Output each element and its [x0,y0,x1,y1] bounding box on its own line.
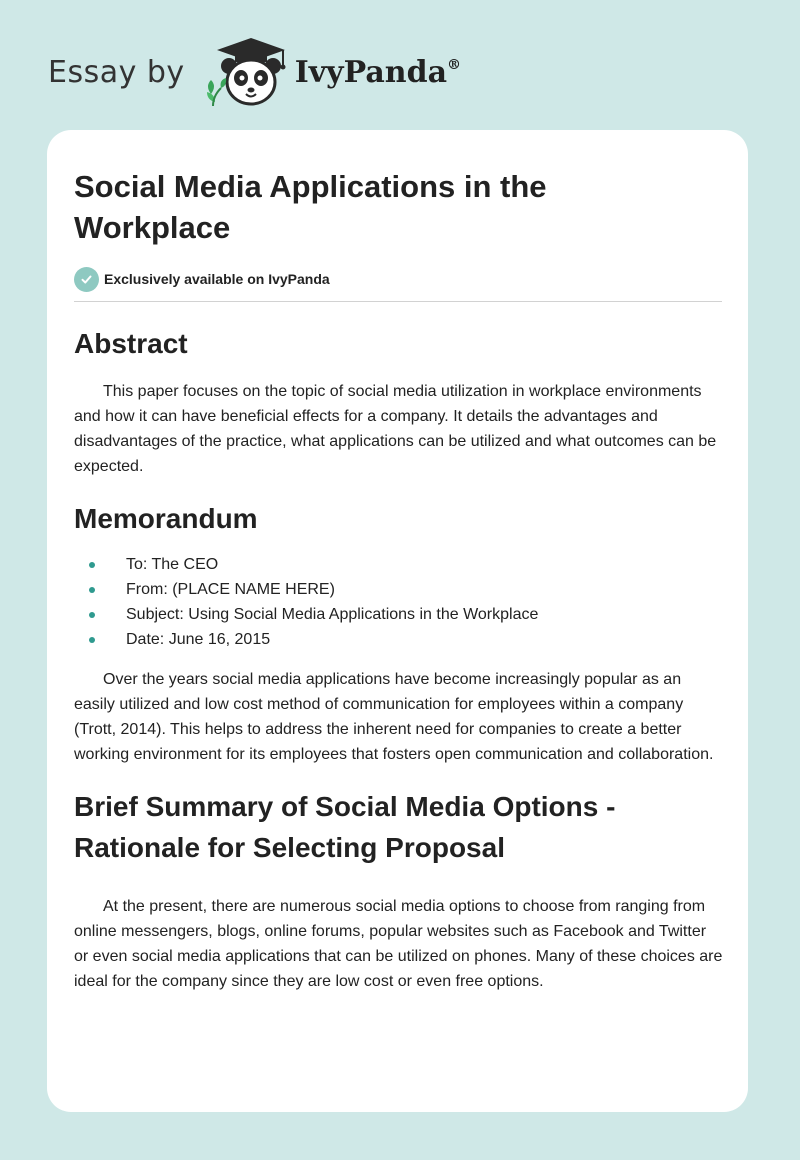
list-item: From: (PLACE NAME HERE) [74,577,722,602]
abstract-heading: Abstract [74,328,188,359]
list-item: To: The CEO [74,552,722,577]
list-item: Subject: Using Social Media Applications in the Workplace [74,602,722,627]
bullet-icon [89,637,95,643]
bullet-icon [89,562,95,568]
memorandum-paragraph: Over the years social media applications have become increasingly popular as an easily utilized and low cost method of communication for employees within a company (Trott, 2014). This helps to address the inherent need for companies to create a better working environment for its employees that fosters open communication and collaboration. [74,671,714,763]
title-divider [74,301,722,302]
abstract-paragraph: This paper focuses on the topic of social media utilization in workplace environments and how it can have beneficial effects for a company. It details the advantages and disadvantages of the practice, what applications can be utilized and what outcomes can be expected. [74,383,717,475]
check-icon [74,267,99,292]
bullet-icon [89,587,95,593]
essay-card [47,130,748,1112]
essay-by-label: Essay by [48,54,185,90]
brand-logo-text: IvyPanda® [294,54,462,90]
exclusive-badge [74,266,722,292]
site-header [48,36,461,108]
memorandum-heading: Memorandum [74,503,258,534]
bullet-icon [89,612,95,618]
summary-paragraph: At the present, there are numerous social media options to choose from ranging from online messengers, blogs, online forums, popular websites such as Facebook and Twitter or even social media applications that can be utilized on phones. Many of these choices are ideal for the company since they are low cost or even free options. [74,898,723,990]
page-title: Social Media Applications in the Workplace [74,169,547,245]
list-item: Date: June 16, 2015 [74,627,722,652]
memorandum-list [74,552,722,652]
summary-heading: Brief Summary of Social Media Options - Rationale for Selecting Proposal [74,791,616,863]
panda-graduate-icon [199,36,291,108]
exclusive-label: Exclusively available on IvyPanda [104,271,330,287]
